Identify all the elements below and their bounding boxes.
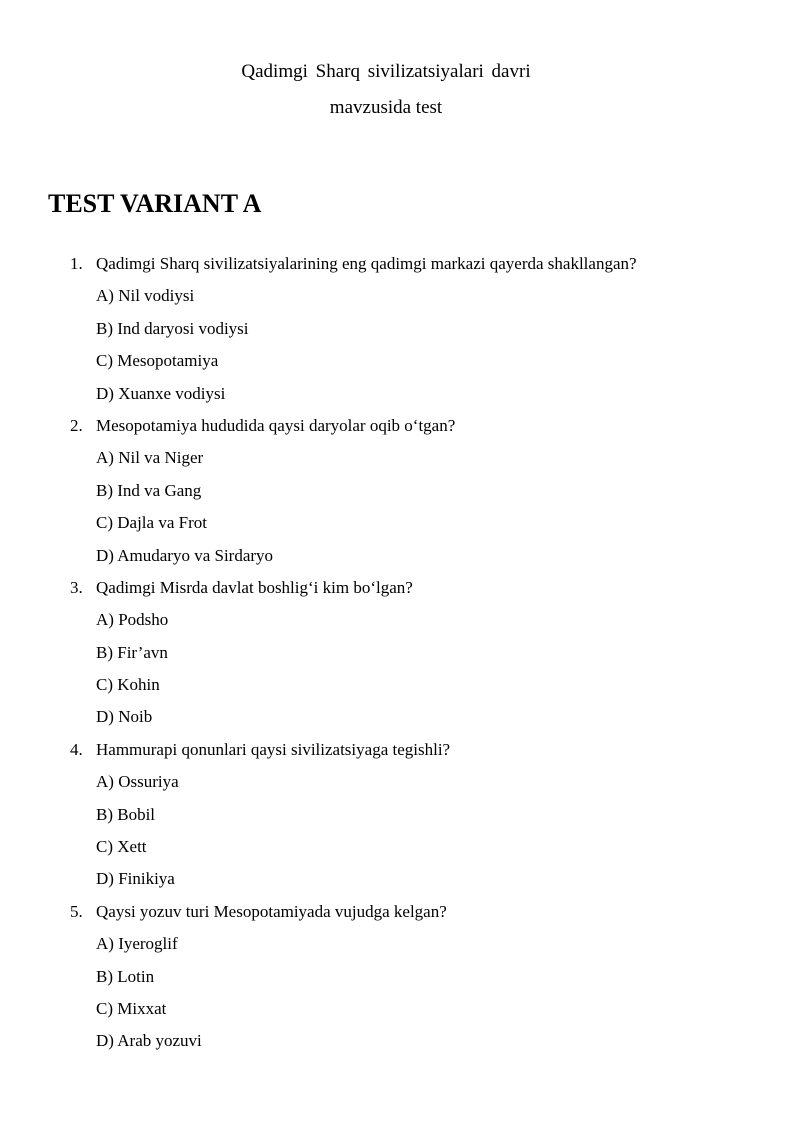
answer-option-c — [0, 836, 800, 868]
question-list — [0, 253, 800, 1063]
answer-option-c — [0, 350, 800, 382]
answer-option-label: D) Finikiya — [96, 869, 175, 889]
variant-heading: TEST VARIANT A — [48, 189, 262, 218]
question-5 — [0, 901, 800, 1063]
question-4 — [0, 739, 800, 901]
question-number: 3. — [70, 577, 83, 597]
answer-option-label: C) Mesopotamiya — [96, 351, 219, 371]
answer-option-label: B) Bobil — [96, 804, 156, 824]
question-text: Qadimgi Sharq sivilizatsiyalarining eng qadimgi markazi qayerda shakllangan? — [96, 254, 637, 273]
answer-option-label: A) Iyeroglif — [96, 934, 178, 954]
answer-option-label: A) Podsho — [96, 610, 169, 630]
answer-option-label: A) Nil va Niger — [96, 448, 204, 468]
answer-option-label: D) Amudaryo va Sirdaryo — [96, 545, 274, 565]
answer-option-c — [0, 512, 800, 544]
answer-option-label: A) Nil vodiysi — [96, 286, 195, 306]
answer-option-label: A) Ossuriya — [96, 772, 179, 792]
answer-option-d — [0, 868, 800, 900]
question-line — [0, 415, 800, 447]
answer-option-c — [0, 998, 800, 1030]
answer-option-label: D) Noib — [96, 707, 153, 727]
answer-option-label: C) Mixxat — [96, 998, 167, 1018]
answer-option-label: C) Xett — [96, 837, 147, 857]
question-number: 4. — [70, 739, 83, 759]
question-number: 1. — [70, 254, 83, 273]
answer-option-a — [0, 771, 800, 803]
answer-option-a — [0, 285, 800, 317]
answer-option-b — [0, 642, 800, 674]
answer-option-a — [0, 933, 800, 965]
question-1 — [0, 253, 800, 415]
answer-option-label: C) Kohin — [96, 675, 160, 695]
answer-option-a — [0, 447, 800, 479]
question-text: Qaysi yozuv turi Mesopotamiyada vujudga kelgan? — [96, 901, 447, 921]
question-line — [0, 739, 800, 771]
answer-option-d — [0, 383, 800, 415]
answer-option-label: D) Arab yozuvi — [96, 1031, 202, 1051]
answer-option-b — [0, 318, 800, 350]
answer-option-b — [0, 804, 800, 836]
question-line — [0, 901, 800, 933]
document-title-line-1: Qadimgi Sharq sivilizatsiyalari davri — [241, 61, 531, 82]
answer-option-label: B) Fir’avn — [96, 642, 168, 662]
question-text: Mesopotamiya hududida qaysi daryolar oqib o‘tgan? — [96, 415, 456, 435]
answer-option-a — [0, 609, 800, 641]
question-number: 5. — [70, 901, 83, 921]
answer-option-b — [0, 480, 800, 512]
answer-option-b — [0, 966, 800, 998]
answer-option-label: B) Ind va Gang — [96, 480, 202, 500]
answer-option-label: D) Xuanxe vodiysi — [96, 383, 226, 403]
question-3 — [0, 577, 800, 739]
answer-option-d — [0, 545, 800, 577]
answer-option-d — [0, 1030, 800, 1062]
answer-option-label: B) Ind daryosi vodiysi — [96, 318, 249, 338]
answer-option-label: C) Dajla va Frot — [96, 513, 207, 533]
question-text: Hammurapi qonunlari qaysi sivilizatsiyaga tegishli? — [96, 739, 451, 759]
answer-option-d — [0, 706, 800, 738]
question-text: Qadimgi Misrda davlat boshlig‘i kim bo‘lgan? — [96, 577, 413, 597]
answer-option-label: B) Lotin — [96, 966, 155, 986]
document-title-line-2: mavzusida test — [329, 97, 443, 118]
question-line — [0, 577, 800, 609]
answer-option-c — [0, 674, 800, 706]
question-2 — [0, 415, 800, 577]
question-line — [0, 253, 800, 285]
question-number: 2. — [70, 415, 83, 435]
